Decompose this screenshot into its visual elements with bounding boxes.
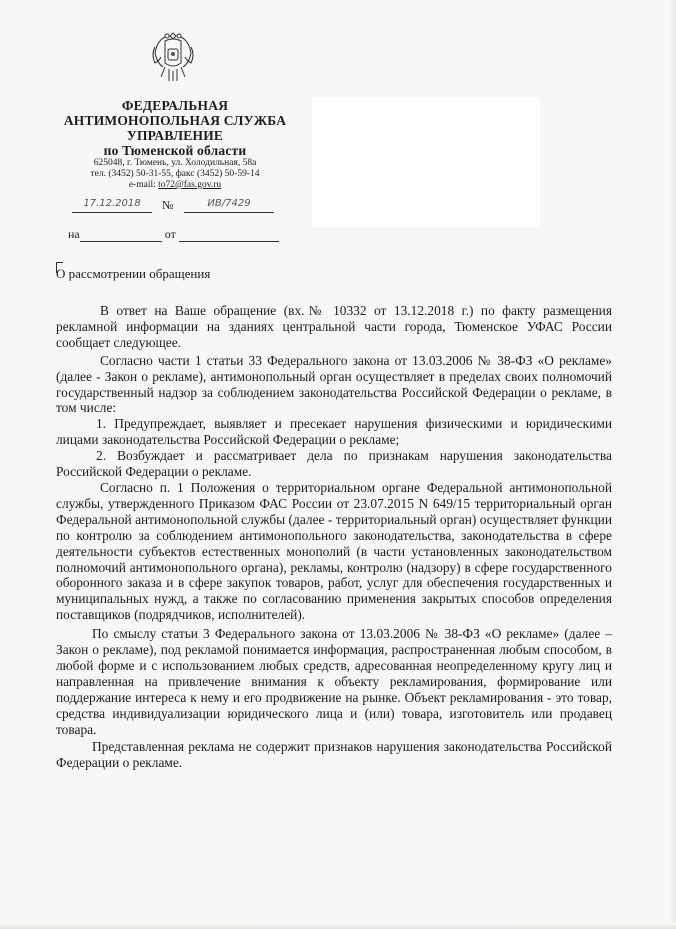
letter-subject: О рассмотрении обращения: [56, 266, 211, 281]
reference-line: [68, 227, 288, 242]
registration-line: [72, 198, 272, 214]
scan-edge-shadow: [670, 0, 676, 929]
header-phone: тел. (3452) 50-31-55, факс (3452) 50-59-14: [90, 169, 260, 179]
header-line-2: АНТИМОНОПОЛЬНАЯ СЛУЖБА: [63, 113, 287, 128]
recipient-redacted-block: [312, 98, 540, 226]
registration-number: ИВ/7429: [184, 198, 274, 213]
scan-bottom-shadow: [0, 923, 676, 929]
reference-from-blank: [179, 230, 279, 242]
list-item-2: 2. Возбуждает и рассматривает дела по признакам нарушения законодательства Российской Федерации о рекламе.: [56, 448, 612, 480]
registration-number-sign: №: [162, 198, 174, 212]
header-address: 625048, г. Тюмень, ул. Холодильная, 58а: [93, 158, 257, 168]
reference-on-blank: [80, 230, 162, 242]
letter-body: [56, 303, 612, 771]
paragraph-5: Представленная реклама не содержит признаков нарушения законодательства Российской Федерации о рекламе.: [56, 739, 612, 771]
reference-from-label: от: [164, 227, 176, 241]
paragraph-1: В ответ на Ваше обращение (вх.№ 10332 от 13.12.2018 г.) по факту размещения рекламной информации на зданиях центральной части города, Тюменское УФАС России сообщает следующее.: [56, 303, 612, 350]
paragraph-3: Согласно п. 1 Положения о территориальном органе Федеральной антимонопольной службы, утвержденного Приказом ФАС России от 23.07.2015 N 649/15 территориальный орган Федеральной антимонопольной службы (далее - территориальный орган) осуществляет функции по контролю за соблюдением антимонопольного законодательства, законодательства в сфере деятельности субъектов естественных монополий (в части установленных законодательством полномочий антимонопольного органа), рекламы, контролю (надзору) в сфере государственного оборонного заказа и в сфере закупок товаров, работ, услуг для обеспечения государственных и муниципальных нужд, а также по согласованию применения закрытых способов определения поставщиков (подрядчиков, исполнителей).: [56, 479, 612, 623]
header-email-line: [52, 180, 298, 191]
header-line-4: по Тюменской области: [103, 143, 247, 158]
paragraph-2: Согласно части 1 статьи 33 Федерального закона от 13.03.2006 № 38-ФЗ «О рекламе» (далее - Закон о рекламе), антимонопольный орган осуществляет в пределах своих полномочий государственный надзор за соблюдением законодательства Российской Федерации о рекламе, в том числе:: [56, 352, 612, 416]
paragraph-4: По смыслу статьи 3 Федерального закона от 13.03.2006 № 38-ФЗ «О рекламе» (далее – Закон о рекламе), под рекламой понимается информация, распространенная любым способом, в любой форме и с использованием любых средств, адресованная неопределенному кругу лиц и направленная на привлечение внимания к объекту рекламирования, формирование или поддержание интереса к нему и его продвижение на рынке. Объект рекламирования - это товар, средства индивидуализации юридического лица и (или) товара, изготовитель или продавец товара.: [56, 626, 612, 737]
header-email[interactable]: to72@fas.gov.ru: [158, 180, 222, 190]
header-line-3: УПРАВЛЕНИЕ: [126, 128, 224, 143]
header-email-label: e-mail:: [128, 180, 159, 190]
sender-header: [52, 98, 298, 191]
registration-date: 17.12.2018: [72, 198, 152, 213]
reference-on-label: на: [68, 227, 80, 241]
list-item-1: 1. Предупреждает, выявляет и пресекает нарушения физическими и юридическими лицами законодательства Российской Федерации о рекламе;: [56, 416, 612, 448]
coat-of-arms-emblem: [147, 27, 199, 87]
header-line-1: ФЕДЕРАЛЬНАЯ: [121, 98, 229, 113]
